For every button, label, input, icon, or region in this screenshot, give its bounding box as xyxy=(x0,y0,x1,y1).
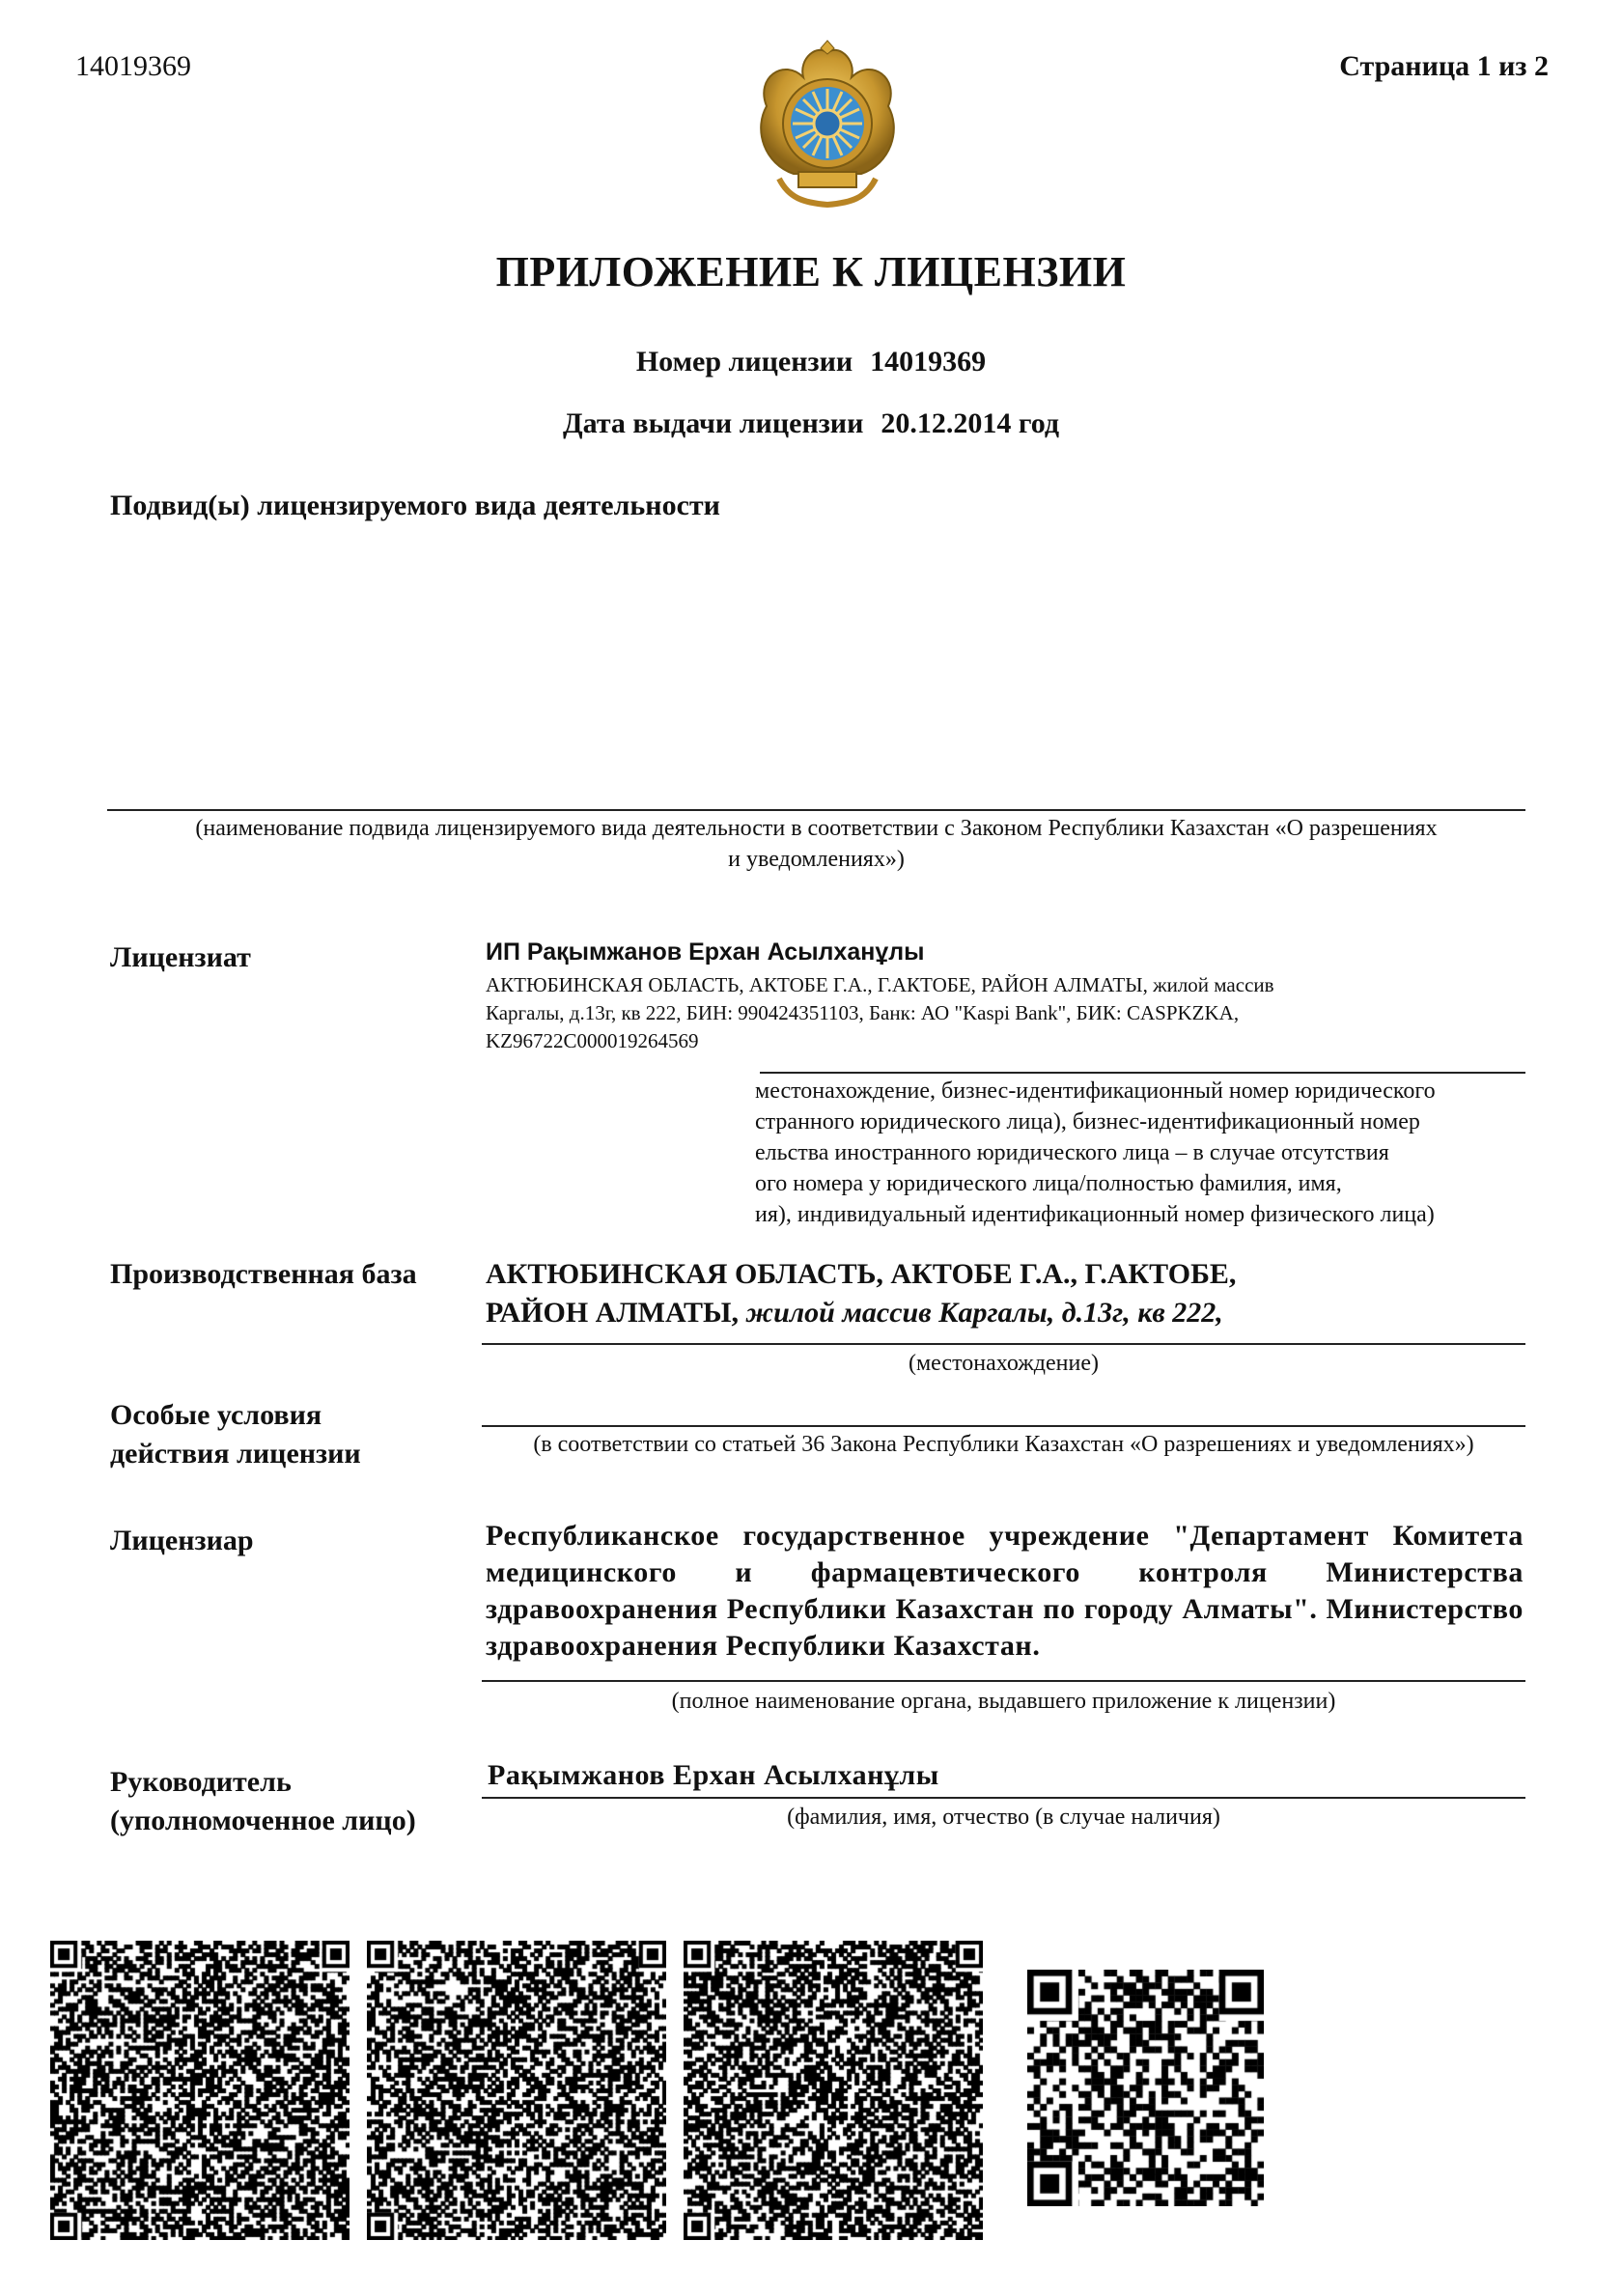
licensee-note-line-3: ельства иностранного юридического лица – в случае отсутствия xyxy=(755,1140,1389,1165)
special-conditions-label-line-2: действия лицензии xyxy=(110,1438,361,1470)
license-number-label: Номер лицензии xyxy=(635,346,853,378)
production-base-line-2a: РАЙОН АЛМАТЫ, xyxy=(486,1297,746,1329)
special-conditions-label xyxy=(110,1396,361,1473)
special-conditions-note: (в соответствии со статьей 36 Закона Республики Казахстан «О разрешениях и уведомлениях») xyxy=(533,1432,1474,1457)
qr-code-3 xyxy=(684,1941,983,2240)
license-number-value: 14019369 xyxy=(870,346,987,378)
head-divider xyxy=(482,1797,1525,1799)
subtype-note-line-1: (наименование подвида лицензируемого вида деятельности в соответствии с Законом Республики Казахстан «О разрешениях xyxy=(195,816,1438,841)
head-label-line-1: Руководитель xyxy=(110,1766,292,1798)
document-number: 14019369 xyxy=(75,50,191,82)
production-base-note: (местонахождение) xyxy=(908,1351,1099,1376)
licensee-note-line-1: местонахождение, бизнес-идентификационный номер юридического xyxy=(755,1078,1436,1104)
licensor-name: Республиканское государственное учреждение "Департамент Комитета медицинского и фармацевтического контроля Министерства здравоохранения Республики Казахстан по городу Алматы". Министерство здравоохранения Республики Казахстан. xyxy=(486,1520,1524,1662)
licensee-label: Лицензиат xyxy=(110,941,251,973)
licensee-address-line-3: KZ96722C000019264569 xyxy=(486,1029,699,1052)
qr-code-1 xyxy=(50,1941,350,2240)
licensee-note-line-2: странного юридического лица), бизнес-идентификационный номер xyxy=(755,1109,1420,1134)
subtype-note xyxy=(107,813,1525,875)
production-base-line-2 xyxy=(486,1294,1528,1332)
head-name: Рақымжанов Ерхан Асылханұлы xyxy=(488,1759,939,1791)
licensor-label: Лицензиар xyxy=(110,1525,254,1556)
licensee-note xyxy=(755,1076,1524,1230)
licensor-divider xyxy=(482,1680,1525,1682)
licensee-note-line-5: ия), индивидуальный идентификационный номер физического лица) xyxy=(755,1202,1435,1227)
licensor-note: (полное наименование органа, выдавшего приложение к лицензии) xyxy=(671,1689,1336,1714)
head-note: (фамилия, имя, отчество (в случае наличия) xyxy=(787,1805,1220,1830)
production-base-line-2b: жилой массив Каргалы, д.13г, кв 222, xyxy=(745,1297,1223,1329)
production-base-divider xyxy=(482,1343,1525,1345)
qr-code-4 xyxy=(1027,1970,1264,2206)
page-indicator: Страница 1 из 2 xyxy=(1339,50,1549,82)
head-label xyxy=(110,1763,416,1840)
state-emblem-icon xyxy=(745,39,909,217)
licensee-address xyxy=(486,971,1355,1055)
qr-code-2 xyxy=(367,1941,666,2240)
production-base-address xyxy=(486,1255,1528,1332)
production-base-label: Производственная база xyxy=(110,1258,417,1290)
special-conditions-label-line-1: Особые условия xyxy=(110,1399,322,1431)
licensee-address-line-2: Каргалы, д.13г, кв 222, БИН: 990424351103, Банк: АО "Kaspi Bank", БИК: CASPKZKA, xyxy=(486,1001,1240,1024)
subtype-note-line-2: и уведомлениях») xyxy=(728,847,905,872)
document-title: ПРИЛОЖЕНИЕ К ЛИЦЕНЗИИ xyxy=(495,248,1127,295)
license-date-label: Дата выдачи лицензии xyxy=(562,407,864,439)
licensee-name: ИП Рақымжанов Ерхан Асылханұлы xyxy=(486,938,925,966)
head-label-line-2: (уполномоченное лицо) xyxy=(110,1805,416,1836)
license-date-row xyxy=(0,407,1622,440)
licensee-address-line-1: АКТЮБИНСКАЯ ОБЛАСТЬ, АКТОБЕ Г.А., Г.АКТОБЕ, РАЙОН АЛМАТЫ, жилой массив xyxy=(486,973,1274,996)
license-date-value: 20.12.2014 год xyxy=(881,407,1060,439)
special-conditions-divider xyxy=(482,1425,1525,1427)
subtype-divider xyxy=(107,809,1525,811)
licensee-divider xyxy=(760,1072,1525,1074)
subtype-label: Подвид(ы) лицензируемого вида деятельности xyxy=(110,490,720,521)
licensee-note-line-4: ого номера у юридического лица/полностью фамилия, имя, xyxy=(755,1171,1342,1196)
production-base-line-1: АКТЮБИНСКАЯ ОБЛАСТЬ, АКТОБЕ Г.А., Г.АКТОБЕ, xyxy=(486,1258,1237,1290)
license-number-row xyxy=(0,346,1622,378)
